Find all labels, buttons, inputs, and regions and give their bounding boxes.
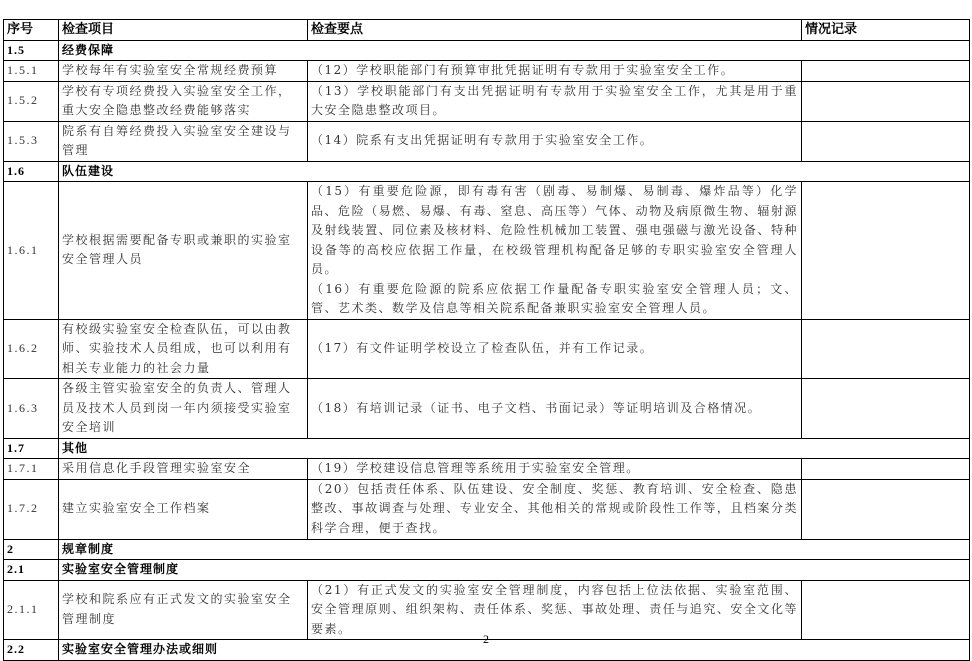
- row-point: （19）学校建设信息管理等系统用于实验室安全管理。: [308, 459, 802, 480]
- page-number: 2: [483, 632, 489, 646]
- row-record[interactable]: [802, 379, 970, 439]
- section-no: 2.2: [4, 640, 59, 661]
- inspection-table: [3, 19, 970, 661]
- section-row: [4, 438, 970, 459]
- row-point: （20）包括责任体系、队伍建设、安全制度、奖惩、教育培训、安全检查、隐患整改、事故调查与处理、专业安全、其他相关的常规或阶段性工作等，且档案分类科学合理，便于查找。: [308, 479, 802, 539]
- section-title: 队伍建设: [59, 161, 970, 182]
- section-row: [4, 161, 970, 182]
- section-title: 实验室安全管理办法或细则: [59, 640, 970, 661]
- row-item: 建立实验室安全工作档案: [59, 479, 308, 539]
- row-no: 1.5.1: [4, 61, 59, 82]
- header-record: 情况记录: [802, 20, 970, 41]
- row-no: 1.7.2: [4, 479, 59, 539]
- table-row: [4, 319, 970, 379]
- section-no: 2: [4, 539, 59, 560]
- section-row: [4, 560, 970, 581]
- row-record[interactable]: [802, 319, 970, 379]
- row-point: （17）有文件证明学校设立了检查队伍，并有工作记录。: [308, 319, 802, 379]
- section-row: [4, 539, 970, 560]
- row-record[interactable]: [802, 61, 970, 82]
- row-point-line-16: （16）有重要危险源的院系应依据工作量配备专职实验室安全管理人员；文、管、艺术类、数学及信息等相关院系配备兼职实验室安全管理人员。: [311, 281, 798, 315]
- table-header-row: [4, 20, 970, 41]
- row-item: 学校和院系应有正式发文的实验室安全管理制度: [59, 580, 308, 640]
- row-point: （12）学校职能部门有预算审批凭据证明有专款用于实验室安全工作。: [308, 61, 802, 82]
- row-item: 有校级实验室安全检查队伍，可以由教师、实验技术人员组成，也可以利用有相关专业能力的社会力量: [59, 319, 308, 379]
- row-item: 采用信息化手段管理实验室安全: [59, 459, 308, 480]
- table-row: [4, 121, 970, 161]
- section-title: 实验室安全管理制度: [59, 560, 970, 581]
- section-no: 1.5: [4, 40, 59, 61]
- row-point-line-15: （15）有重要危险源，即有毒有害（剧毒、易制爆、易制毒、爆炸品等）化学品、危险（易燃、易爆、有毒、窒息、高压等）气体、动物及病原微生物、辐射源及射线装置、同位素及核材料、危险性机械加工装置、强电强磁与激光设备、特种设备等的高校应依据工作量，在校级管理机构配备足够的专职实验室安全管理人员。: [311, 184, 798, 276]
- row-record[interactable]: [802, 81, 970, 121]
- row-no: 1.5.3: [4, 121, 59, 161]
- header-point: 检查要点: [308, 20, 802, 41]
- section-no: 1.6: [4, 161, 59, 182]
- row-point: （13）学校职能部门有支出凭据证明有专款用于实验室安全工作，尤其是用于重大安全隐患整改项目。: [308, 81, 802, 121]
- row-item: 学校每年有实验室安全常规经费预算: [59, 61, 308, 82]
- table-row: [4, 182, 970, 320]
- section-title: 规章制度: [59, 539, 970, 560]
- row-record[interactable]: [802, 121, 970, 161]
- row-item: 学校有专项经费投入实验室安全工作，重大安全隐患整改经费能够落实: [59, 81, 308, 121]
- section-row: [4, 40, 970, 61]
- row-point: （14）院系有支出凭据证明有专款用于实验室安全工作。: [308, 121, 802, 161]
- row-no: 1.5.2: [4, 81, 59, 121]
- row-no: 1.6.3: [4, 379, 59, 439]
- row-record[interactable]: [802, 580, 970, 640]
- row-item: 院系有自筹经费投入实验室安全建设与管理: [59, 121, 308, 161]
- section-title: 其他: [59, 438, 970, 459]
- row-record[interactable]: [802, 182, 970, 320]
- row-item: 各级主管实验室安全的负责人、管理人员及技术人员到岗一年内须接受实验室安全培训: [59, 379, 308, 439]
- row-no: 1.6.1: [4, 182, 59, 320]
- row-point: [308, 182, 802, 320]
- header-item: 检查项目: [59, 20, 308, 41]
- row-no: 1.6.2: [4, 319, 59, 379]
- table-row: [4, 580, 970, 640]
- section-no: 2.1: [4, 560, 59, 581]
- row-record[interactable]: [802, 479, 970, 539]
- row-record[interactable]: [802, 459, 970, 480]
- row-point: （21）有正式发文的实验室安全管理制度，内容包括上位法依据、实验室范围、安全管理原则、组织架构、责任体系、奖惩、事故处理、责任与追究、安全文化等要素。: [308, 580, 802, 640]
- table-row: [4, 479, 970, 539]
- section-no: 1.7: [4, 438, 59, 459]
- table-row: [4, 61, 970, 82]
- table-row: [4, 81, 970, 121]
- header-no: 序号: [4, 20, 59, 41]
- table-row: [4, 459, 970, 480]
- section-title: 经费保障: [59, 40, 970, 61]
- row-item: 学校根据需要配备专职或兼职的实验室安全管理人员: [59, 182, 308, 320]
- table-row: [4, 379, 970, 439]
- row-point: （18）有培训记录（证书、电子文档、书面记录）等证明培训及合格情况。: [308, 379, 802, 439]
- row-no: 1.7.1: [4, 459, 59, 480]
- row-no: 2.1.1: [4, 580, 59, 640]
